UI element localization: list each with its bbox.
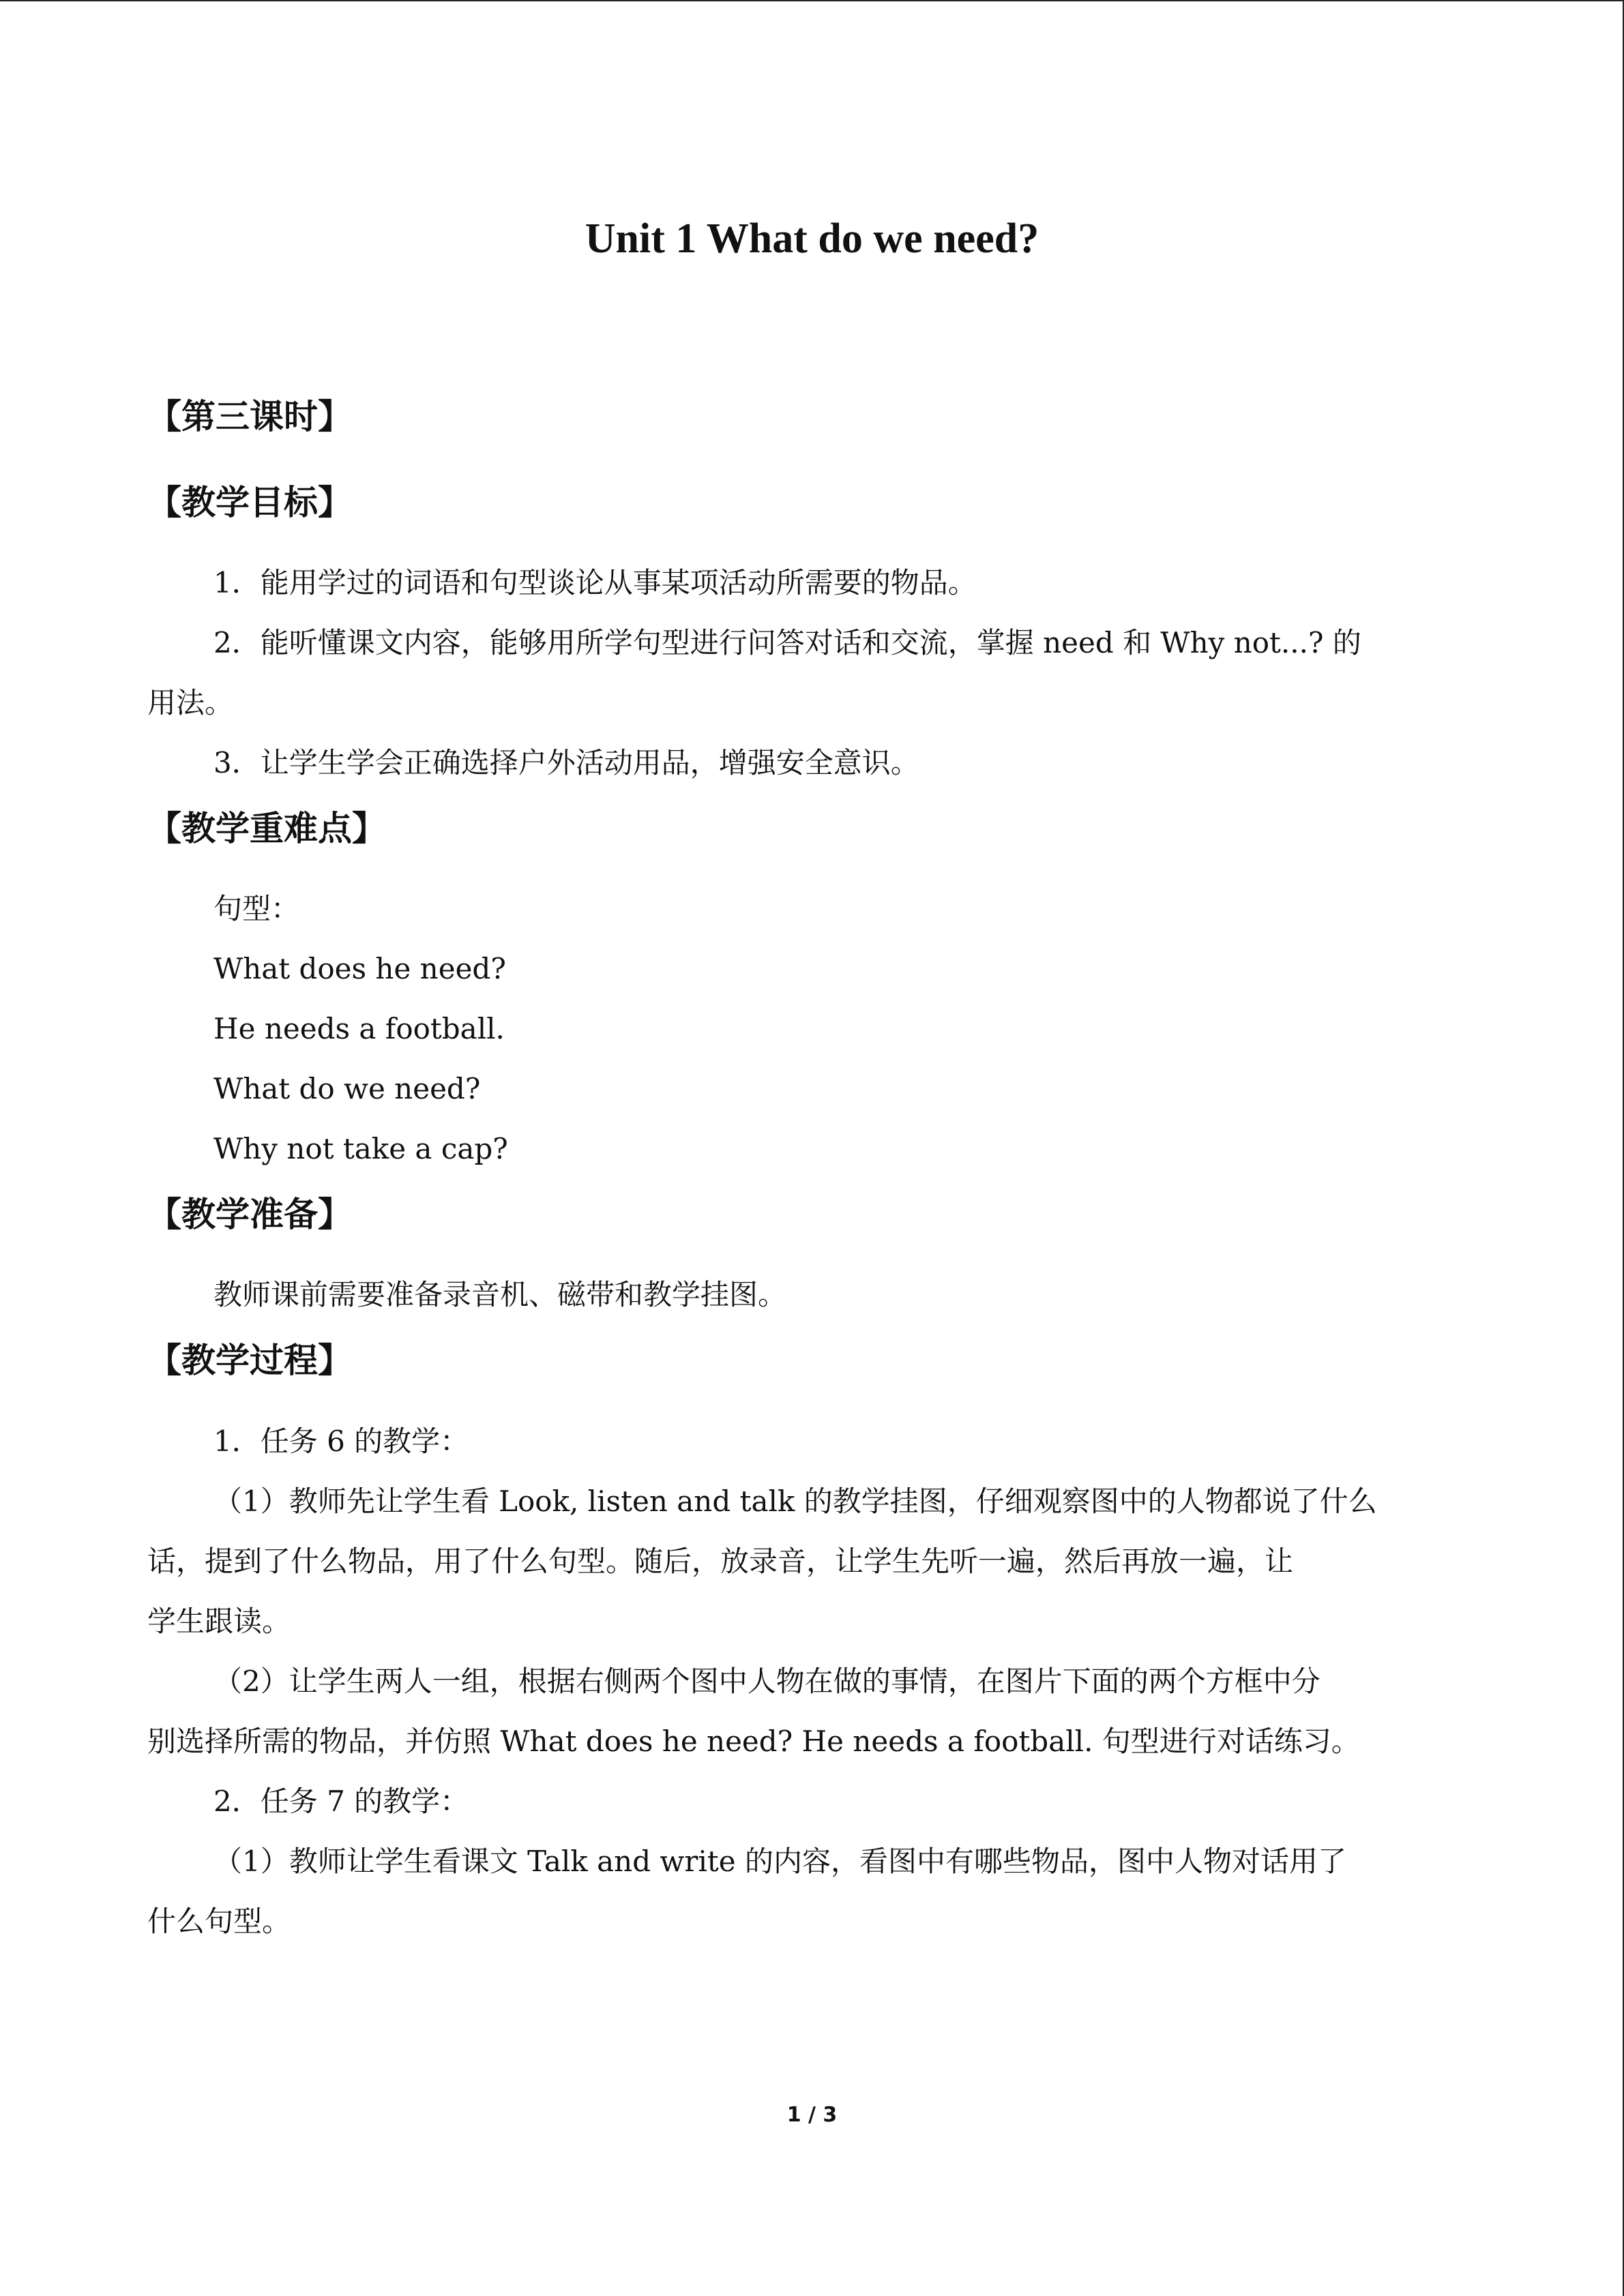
page-number: 1 / 3 (786, 2103, 838, 2127)
process-line: 2．任务 7 的教学： (213, 1785, 469, 1818)
objectives-line: 用法。 (147, 686, 234, 719)
lesson-heading: 【第三课时】 (147, 397, 352, 436)
key-points-line: What does he need? (213, 952, 506, 985)
key-points-line: 句型： (213, 892, 300, 925)
process-heading: 【教学过程】 (147, 1341, 352, 1380)
process-line: 什么句型。 (147, 1905, 291, 1938)
process-line: （2）让学生两人一组，根据右侧两个图中人物在做的事情，在图片下面的两个方框中分 (213, 1665, 1320, 1698)
process-line: （1）教师先让学生看 Look, listen and talk 的教学挂图，仔细观察图中的人物都说了什么 (213, 1485, 1377, 1518)
objectives-line: 2．能听懂课文内容，能够用所学句型进行问答对话和交流，掌握 need 和 Why not...? 的 (213, 626, 1361, 659)
objectives-line: 3．让学生学会正确选择户外活动用品，增强安全意识。 (213, 746, 919, 779)
process-line: 别选择所需的物品，并仿照 What does he need? He needs a football. 句型进行对话练习。 (147, 1725, 1360, 1758)
document-title: Unit 1 What do we need? (585, 215, 1039, 262)
objectives-heading: 【教学目标】 (147, 483, 352, 522)
key-points-line: Why not take a cap? (213, 1132, 508, 1165)
objectives-line: 1．能用学过的词语和句型谈论从事某项活动所需要的物品。 (213, 566, 977, 599)
process-line: 话，提到了什么物品，用了什么句型。随后，放录音，让学生先听一遍，然后再放一遍，让 (147, 1545, 1294, 1578)
key-points-line: He needs a football. (213, 1012, 505, 1045)
preparation-heading: 【教学准备】 (147, 1195, 352, 1234)
key-points-heading: 【教学重难点】 (147, 809, 386, 848)
key-points-line: What do we need? (213, 1072, 481, 1105)
process-line: 1．任务 6 的教学： (213, 1425, 469, 1458)
preparation-line: 教师课前需要准备录音机、磁带和教学挂图。 (213, 1278, 787, 1311)
process-line: 学生跟读。 (147, 1605, 291, 1638)
process-line: （1）教师让学生看课文 Talk and write 的内容，看图中有哪些物品，图中人物对话用了 (213, 1845, 1346, 1878)
